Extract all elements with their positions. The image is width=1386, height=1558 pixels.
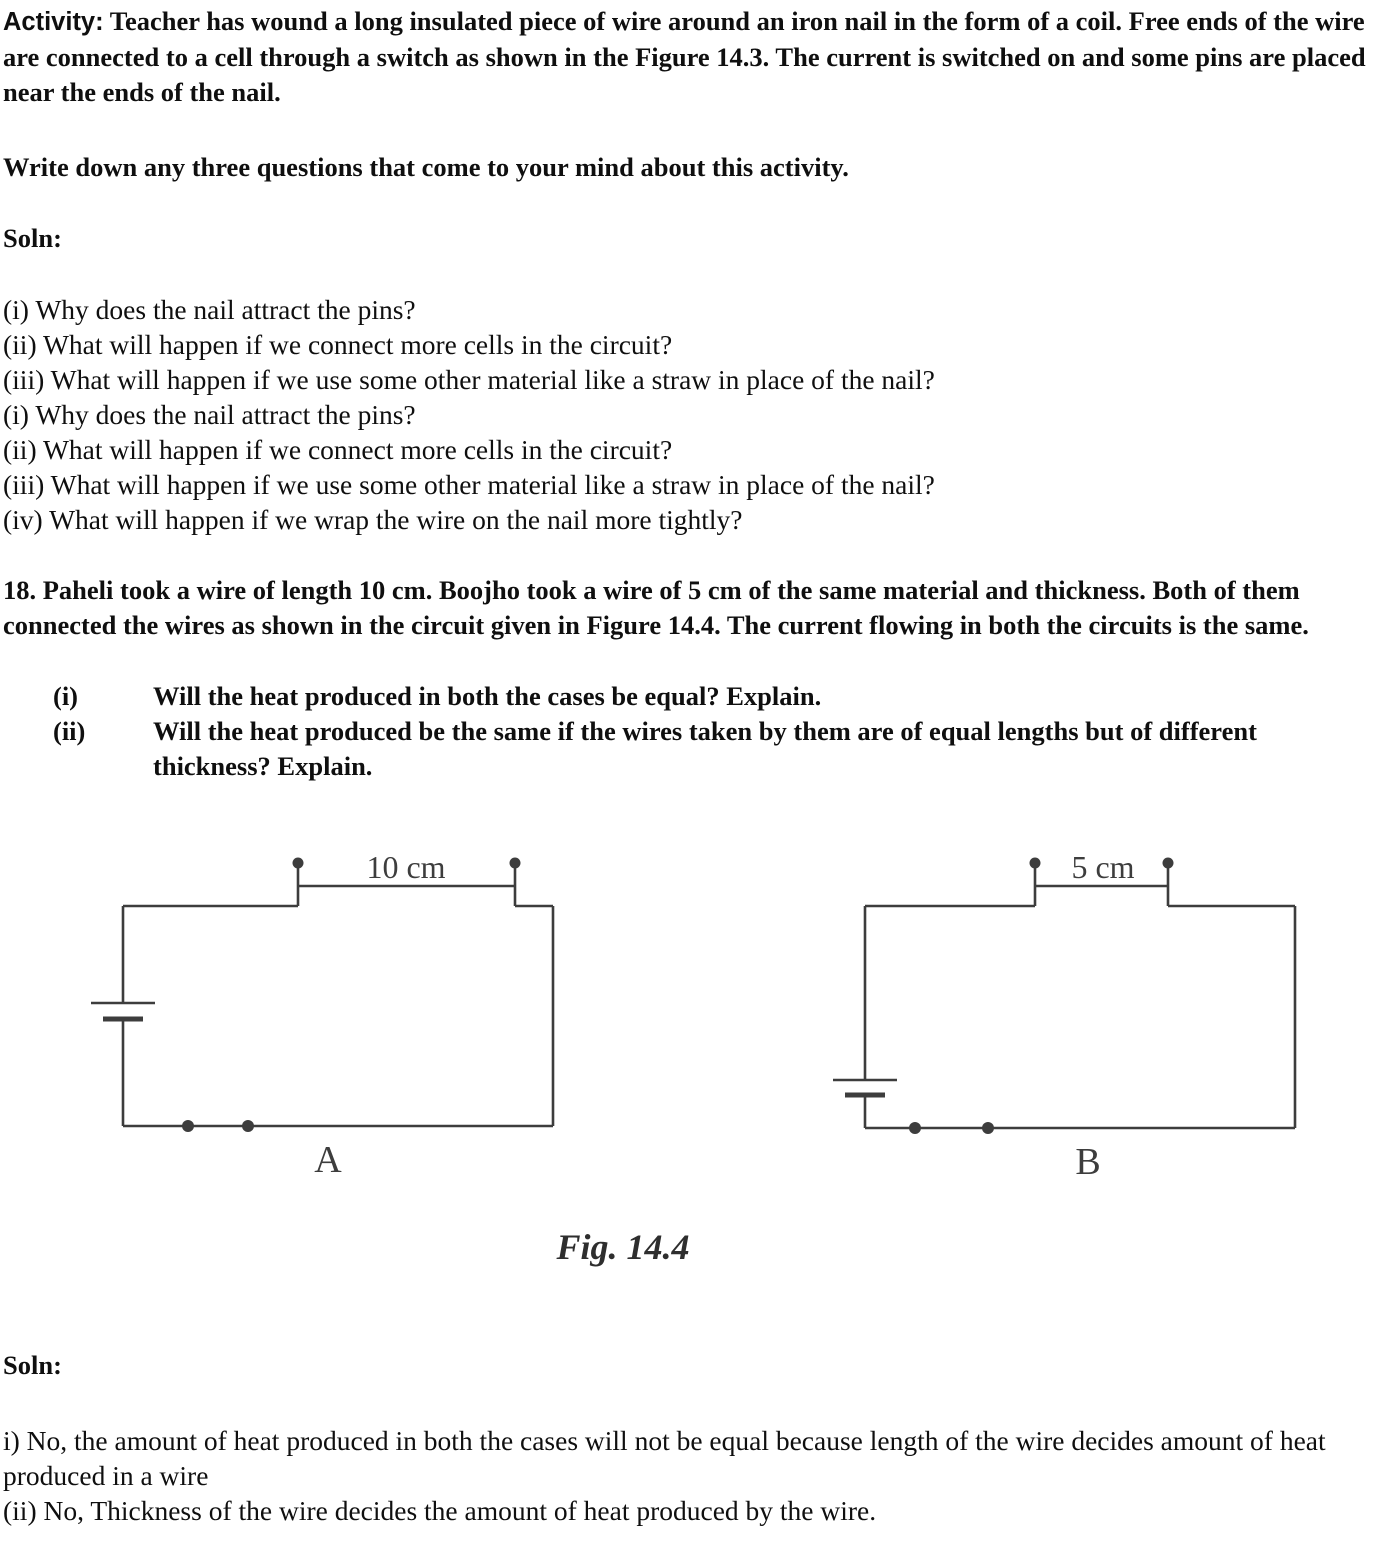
terminal-dot bbox=[909, 1122, 921, 1134]
prompt-paragraph: Write down any three questions that come to your mind about this activity. bbox=[3, 152, 849, 182]
answers-list bbox=[3, 1423, 1382, 1528]
circuit-b-label: B bbox=[1075, 1141, 1101, 1183]
terminal-dot bbox=[1163, 858, 1174, 869]
question-item: (i) Why does the nail attract the pins? bbox=[3, 399, 416, 430]
terminal-dot bbox=[982, 1122, 994, 1134]
circuit-a-diagram bbox=[91, 849, 553, 1181]
question-item: (iv) What will happen if we wrap the wire on the nail more tightly? bbox=[3, 504, 743, 535]
sub-question-text: Will the heat produced be the same if the wires taken by them are of equal lengths but of different thickness? Explain. bbox=[153, 716, 1257, 781]
answer-item: (ii) No, Thickness of the wire decides the amount of heat produced by the wire. bbox=[3, 1495, 877, 1526]
question-item: (iii) What will happen if we use some other material like a straw in place of the nail? bbox=[3, 469, 935, 500]
wire-length-label-a: 10 cm bbox=[366, 849, 446, 885]
terminal-dot bbox=[182, 1120, 194, 1132]
sub-questions-list bbox=[3, 679, 1382, 784]
sub-question bbox=[53, 714, 1382, 784]
question-18-paragraph: 18. Paheli took a wire of length 10 cm. Boojho took a wire of 5 cm of the same material and thickness. Both of them connected the wires as shown in the circuit given in Figure 14.4. The current flowing in both the circuits is the same. bbox=[3, 575, 1309, 640]
soln-label-1: Soln: bbox=[3, 223, 62, 253]
sub-question-number: (i) bbox=[53, 681, 79, 711]
sub-question-number: (ii) bbox=[53, 716, 86, 746]
activity-text: Teacher has wound a long insulated piece of wire around an iron nail in the form of a coil. Free ends of the wire are connected to a cell through a switch as shown in the Figure 14.3. The current is switched on and some pins are placed near the ends of the nail. bbox=[3, 6, 1366, 107]
wire-length-label-b: 5 cm bbox=[1071, 849, 1135, 885]
sub-question-text: Will the heat produced in both the cases be equal? Explain. bbox=[153, 681, 822, 711]
circuits-figure bbox=[3, 836, 1386, 1196]
activity-paragraph bbox=[3, 4, 1382, 110]
terminal-dot bbox=[510, 858, 521, 869]
sub-question bbox=[53, 679, 1382, 714]
question-item: (i) Why does the nail attract the pins? bbox=[3, 294, 416, 325]
terminal-dot bbox=[293, 858, 304, 869]
figure-14-4 bbox=[3, 836, 1382, 1196]
figure-caption: Fig. 14.4 bbox=[556, 1227, 690, 1267]
question-item: (ii) What will happen if we connect more cells in the circuit? bbox=[3, 329, 673, 360]
soln-label-2: Soln: bbox=[3, 1350, 62, 1380]
answer-item: i) No, the amount of heat produced in both the cases will not be equal because length of the wire decides amount of heat produced in a wire bbox=[3, 1425, 1326, 1491]
circuit-a-label: A bbox=[314, 1139, 342, 1181]
questions-list bbox=[3, 292, 1382, 537]
terminal-dot bbox=[242, 1120, 254, 1132]
question-item: (iii) What will happen if we use some other material like a straw in place of the nail? bbox=[3, 364, 935, 395]
terminal-dot bbox=[1030, 858, 1041, 869]
circuit-b-diagram bbox=[833, 849, 1295, 1183]
activity-label: Activity: bbox=[3, 8, 104, 36]
question-item: (ii) What will happen if we connect more cells in the circuit? bbox=[3, 434, 673, 465]
